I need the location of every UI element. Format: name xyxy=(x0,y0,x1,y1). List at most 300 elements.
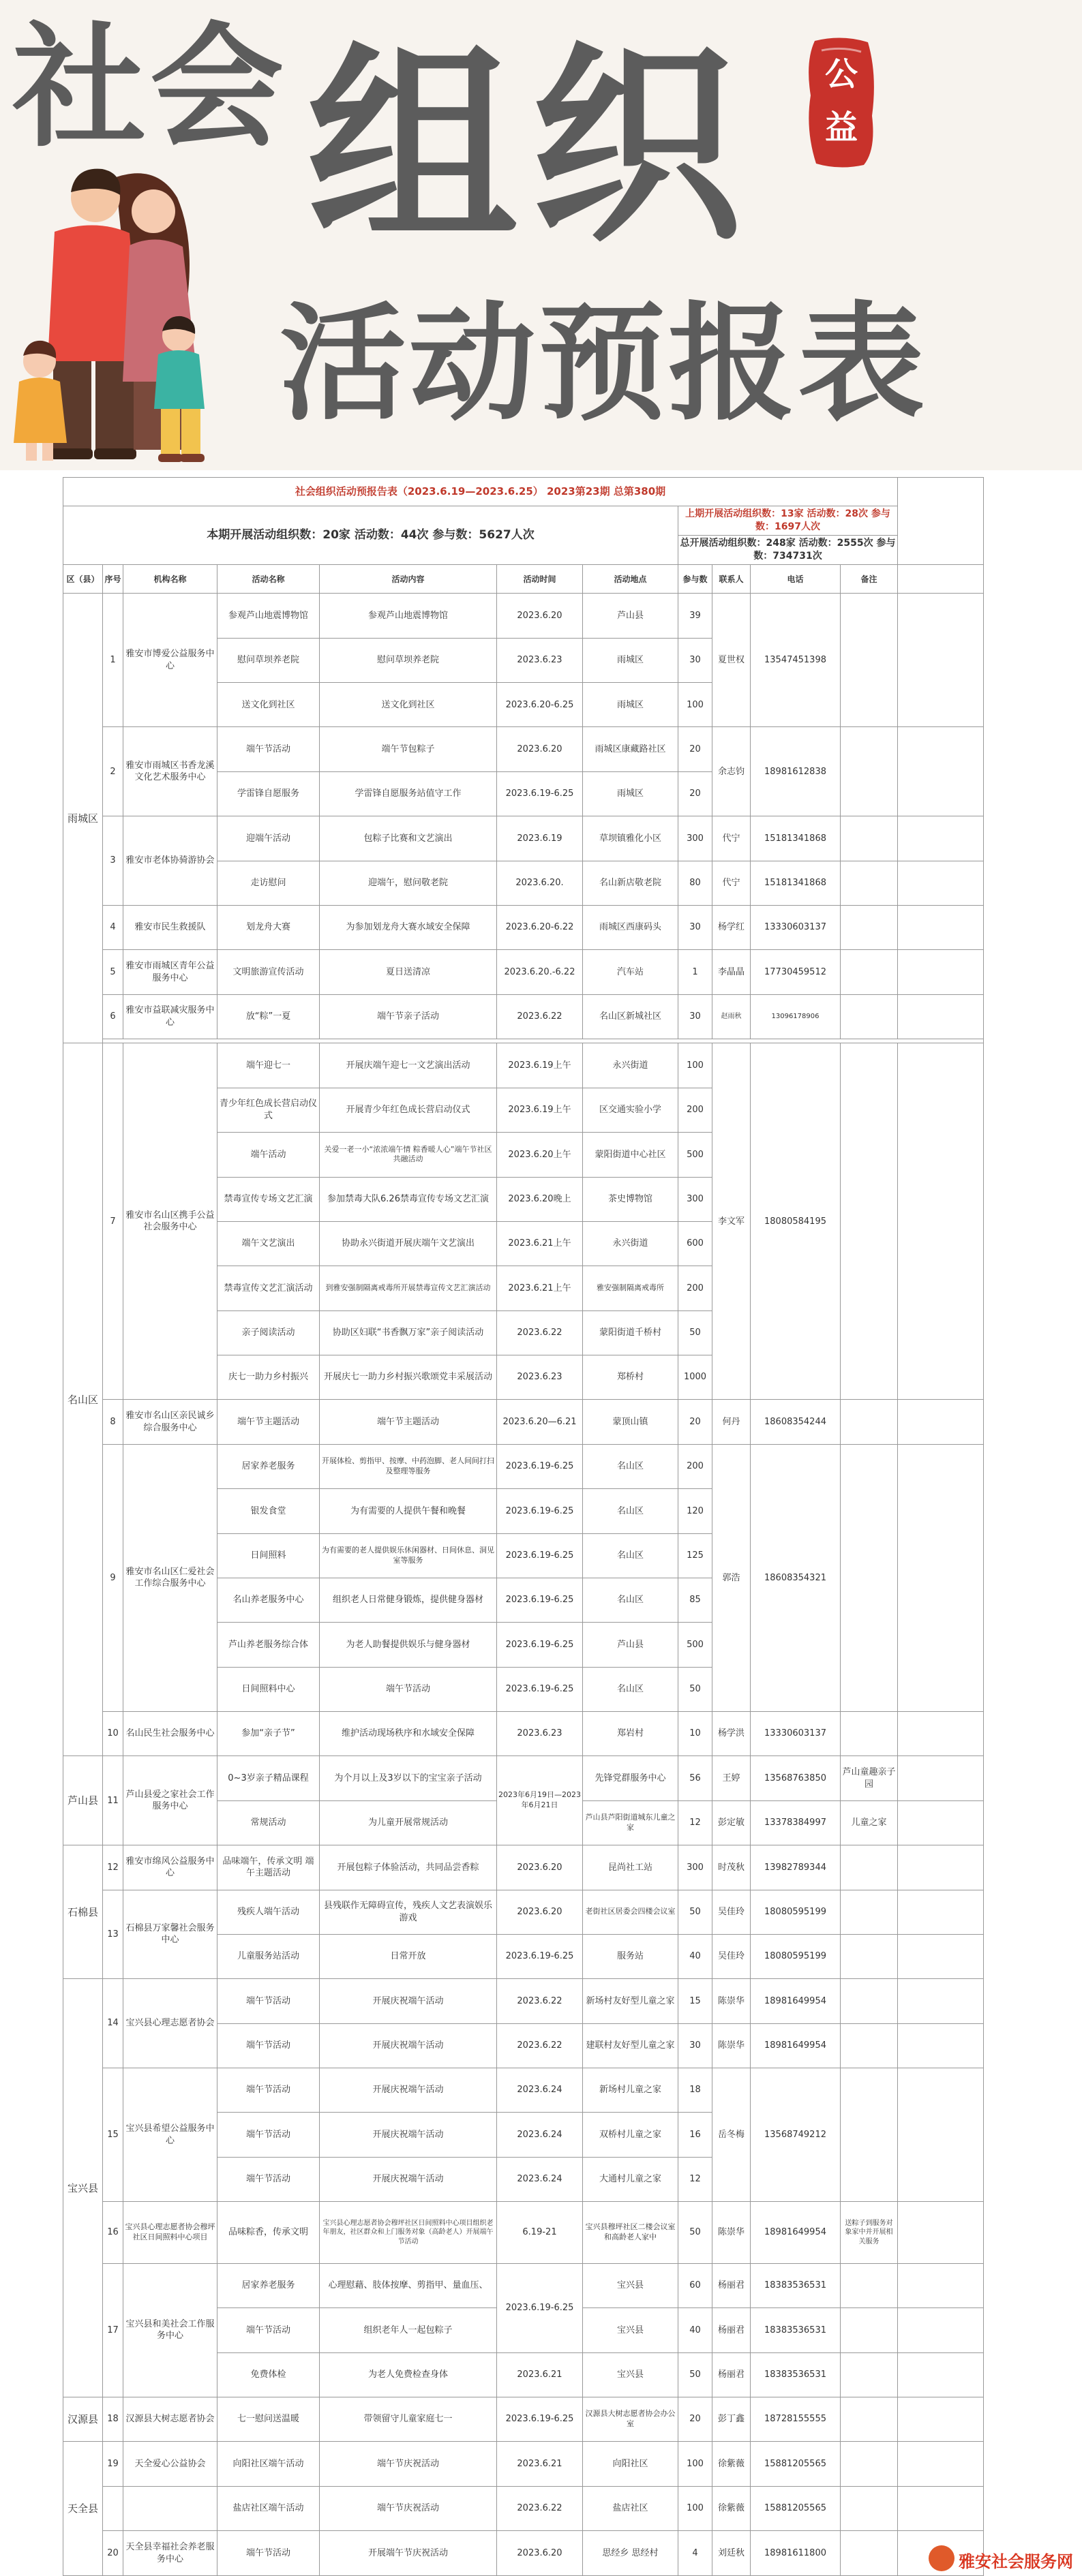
row-time: 2023.6.19-6.25 xyxy=(497,1934,583,1978)
row-count: 300 xyxy=(678,1845,712,1890)
row-content: 端午节主题活动 xyxy=(320,1400,497,1444)
row-content: 为老人助餐提供娱乐与健身器材 xyxy=(320,1623,497,1667)
row-note xyxy=(841,1444,898,1711)
row-org: 天全爱心公益协会 xyxy=(123,2442,217,2486)
row-margin xyxy=(898,2023,984,2068)
row-note xyxy=(841,2486,898,2530)
row-no: 18 xyxy=(103,2397,123,2441)
row-content: 参加禁毒大队6.26禁毒宣传专场文艺汇演 xyxy=(320,1177,497,1221)
row-name: 端午节活动 xyxy=(217,2157,320,2201)
row-phone: 18383536531 xyxy=(751,2352,841,2397)
row-content: 端午节庆祝活动 xyxy=(320,2442,497,2486)
row-content: 为老人免费检查身体 xyxy=(320,2352,497,2397)
table-margin-cell xyxy=(898,478,984,565)
row-content: 心理慰藉、肢体按摩、剪指甲、量血压、 xyxy=(320,2263,497,2307)
row-margin xyxy=(898,2202,984,2264)
row-time: 2023.6.19-6.25 xyxy=(497,1444,583,1488)
row-place: 蒙阳街道中心社区 xyxy=(583,1133,678,1177)
row-no: 13 xyxy=(103,1890,123,1979)
row-content: 为参加划龙舟大赛水域安全保障 xyxy=(320,905,497,949)
row-time: 2023.6.19-6.25 xyxy=(497,1623,583,1667)
row-name: 免费体检 xyxy=(217,2352,320,2397)
row-name: 儿童服务站活动 xyxy=(217,1934,320,1978)
row-contact: 吴佳玲 xyxy=(712,1934,751,1978)
row-count: 85 xyxy=(678,1578,712,1622)
row-org: 雅安市益联减灾服务中心 xyxy=(123,994,217,1039)
row-phone: 13378384997 xyxy=(751,1800,841,1845)
row-count: 50 xyxy=(678,2202,712,2264)
row-place: 名山区 xyxy=(583,1533,678,1578)
row-name: 端午节活动 xyxy=(217,727,320,771)
row-time: 2023.6.22 xyxy=(497,2486,583,2530)
row-phone: 17730459512 xyxy=(751,950,841,994)
row-no: 8 xyxy=(103,1400,123,1444)
row-note xyxy=(841,1934,898,1978)
row-count: 30 xyxy=(678,638,712,682)
row-content: 带领留守儿童家庭七一 xyxy=(320,2397,497,2441)
row-contact: 时茂秋 xyxy=(712,1845,751,1890)
row-note xyxy=(841,2352,898,2397)
row-margin xyxy=(898,994,984,1039)
col-count: 参与数 xyxy=(678,565,712,594)
row-phone: 13568763850 xyxy=(751,1756,841,1800)
row-count: 40 xyxy=(678,2308,712,2352)
table-row xyxy=(63,2397,984,2441)
row-content: 端午节亲子活动 xyxy=(320,994,497,1039)
row-margin xyxy=(898,905,984,949)
row-name: 居家养老服务 xyxy=(217,1444,320,1488)
row-count: 500 xyxy=(678,1623,712,1667)
row-place: 芦山县 xyxy=(583,594,678,638)
row-content: 慰问草坝养老院 xyxy=(320,638,497,682)
col-contact: 联系人 xyxy=(712,565,751,594)
row-margin xyxy=(898,1979,984,2023)
district-mingshan: 名山区 xyxy=(63,1043,103,1756)
row-no: 4 xyxy=(103,905,123,949)
row-time: 2023.6.20-6.22 xyxy=(497,905,583,949)
row-time: 2023.6.21上午 xyxy=(497,1266,583,1310)
row-content: 为个月以上及3岁以下的宝宝亲子活动 xyxy=(320,1756,497,1800)
row-place: 区交通实验小学 xyxy=(583,1088,678,1132)
row-note xyxy=(841,1712,898,1756)
row-contact: 郭浩 xyxy=(712,1444,751,1711)
row-note xyxy=(841,1845,898,1890)
row-time: 2023.6.20 xyxy=(497,1890,583,1934)
row-no: 20 xyxy=(103,2531,123,2576)
row-org: 宝兴县心理志愿者协会穆坪社区日间照料中心项目 xyxy=(123,2202,217,2264)
table-row xyxy=(63,1979,984,2023)
row-content: 开展庆七一助力乡村振兴歌颂党丰采展活动 xyxy=(320,1355,497,1400)
row-name: 端午节活动 xyxy=(217,2531,320,2576)
col-phone: 电话 xyxy=(751,565,841,594)
table-row xyxy=(63,1712,984,1756)
row-count: 18 xyxy=(678,2068,712,2113)
row-margin xyxy=(898,2397,984,2441)
row-phone: 18728155555 xyxy=(751,2397,841,2441)
row-name: 端午节活动 xyxy=(217,2308,320,2352)
row-place: 名山区 xyxy=(583,1578,678,1622)
row-note xyxy=(841,816,898,861)
col-note: 备注 xyxy=(841,565,898,594)
row-count: 300 xyxy=(678,816,712,861)
row-count: 80 xyxy=(678,861,712,905)
row-count: 30 xyxy=(678,905,712,949)
title-line-3: 活动预报表 xyxy=(280,288,928,438)
row-name: 端午节主题活动 xyxy=(217,1400,320,1444)
col-org: 机构名称 xyxy=(123,565,217,594)
row-margin xyxy=(898,950,984,994)
row-time: 2023.6.19上午 xyxy=(497,1088,583,1132)
row-note xyxy=(841,1043,898,1400)
district-lushan: 芦山县 xyxy=(63,1756,103,1845)
row-org: 雅安市民生救援队 xyxy=(123,905,217,949)
row-note: 送粽子到服务对象家中并开展相关服务 xyxy=(841,2202,898,2264)
row-name: 端午迎七一 xyxy=(217,1043,320,1088)
row-content: 开展体检、剪指甲、按摩、中药泡脚、老人间间打扫及整理等服务 xyxy=(320,1444,497,1488)
row-margin xyxy=(898,861,984,905)
row-content: 组织老年人一起包粽子 xyxy=(320,2308,497,2352)
row-name: 迎端午活动 xyxy=(217,816,320,861)
row-margin xyxy=(898,1890,984,1934)
row-time: 2023.6.24 xyxy=(497,2157,583,2201)
row-time: 2023.6.19-6.25 xyxy=(497,1533,583,1578)
row-name: 亲子阅读活动 xyxy=(217,1310,320,1355)
row-place: 蒙阳街道千桥村 xyxy=(583,1310,678,1355)
row-content: 日常开放 xyxy=(320,1934,497,1978)
table-title-row xyxy=(63,478,984,506)
row-content: 为有需要的人提供午餐和晚餐 xyxy=(320,1489,497,1533)
row-no: 7 xyxy=(103,1043,123,1400)
family-illustration xyxy=(0,157,245,470)
row-phone: 18608354321 xyxy=(751,1444,841,1711)
seal-text-top: 公 xyxy=(824,55,858,93)
row-count: 12 xyxy=(678,1800,712,1845)
row-count: 12 xyxy=(678,2157,712,2201)
row-content: 参观芦山地震博物馆 xyxy=(320,594,497,638)
row-count: 1 xyxy=(678,950,712,994)
row-phone: 18981612838 xyxy=(751,727,841,816)
row-content: 迎端午，慰问敬老院 xyxy=(320,861,497,905)
row-count: 20 xyxy=(678,727,712,771)
row-count: 16 xyxy=(678,2113,712,2157)
row-count: 30 xyxy=(678,2023,712,2068)
table-row xyxy=(63,1890,984,1934)
row-place: 雨城区 xyxy=(583,638,678,682)
row-note xyxy=(841,2263,898,2307)
row-org: 石棉县万家馨社会服务中心 xyxy=(123,1890,217,1979)
table-row xyxy=(63,2486,984,2530)
row-contact: 刘廷秋 xyxy=(712,2531,751,2576)
row-note xyxy=(841,2308,898,2352)
row-content: 端午节活动 xyxy=(320,1667,497,1711)
row-place: 雨城区康藏路社区 xyxy=(583,727,678,771)
site-logo-icon xyxy=(929,2545,955,2571)
row-count: 100 xyxy=(678,1043,712,1088)
row-margin xyxy=(898,1800,984,1845)
row-count: 200 xyxy=(678,1266,712,1310)
row-phone: 15881205565 xyxy=(751,2442,841,2486)
row-contact: 李晶晶 xyxy=(712,950,751,994)
row-count: 56 xyxy=(678,1756,712,1800)
row-contact: 李文军 xyxy=(712,1043,751,1400)
row-phone: 18981649954 xyxy=(751,2202,841,2264)
table-row xyxy=(63,594,984,638)
row-place: 汉源县大树志愿者协会办公室 xyxy=(583,2397,678,2441)
row-contact: 彭丁鑫 xyxy=(712,2397,751,2441)
row-org: 雅安市老体协骑游协会 xyxy=(123,816,217,906)
row-time: 2023.6.23 xyxy=(497,638,583,682)
row-time: 2023.6.22 xyxy=(497,1310,583,1355)
row-count: 200 xyxy=(678,1444,712,1488)
row-phone: 13547451398 xyxy=(751,594,841,727)
row-place: 芦山县 xyxy=(583,1623,678,1667)
row-place: 汽车站 xyxy=(583,950,678,994)
row-name: 参加“亲子节” xyxy=(217,1712,320,1756)
row-count: 50 xyxy=(678,1667,712,1711)
row-place: 新场村儿童之家 xyxy=(583,2068,678,2113)
row-time: 2023.6.24 xyxy=(497,2113,583,2157)
row-place: 永兴街道 xyxy=(583,1043,678,1088)
summary-total: 总开展活动组织数：248家 活动数：2555次 参与数：734731次 xyxy=(678,536,898,565)
row-contact: 代宁 xyxy=(712,861,751,905)
row-place: 名山区新城社区 xyxy=(583,994,678,1039)
district-yucheng: 雨城区 xyxy=(63,594,103,1043)
row-note xyxy=(841,994,898,1039)
row-place: 茶史博物馆 xyxy=(583,1177,678,1221)
row-org xyxy=(123,2486,217,2530)
table-row xyxy=(63,905,984,949)
row-place: 草坝镇雅化小区 xyxy=(583,816,678,861)
row-phone: 18080595199 xyxy=(751,1890,841,1934)
row-note xyxy=(841,2023,898,2068)
row-margin xyxy=(898,2442,984,2486)
row-time: 2023.6.20. xyxy=(497,861,583,905)
row-time: 2023.6.19-6.25 xyxy=(497,1667,583,1711)
table-title: 社会组织活动预报告表（2023.6.19—2023.6.25） 2023第23期 总第380期 xyxy=(63,478,898,506)
row-name: 居家养老服务 xyxy=(217,2263,320,2307)
header-banner xyxy=(0,0,1082,470)
row-margin xyxy=(898,1043,984,1400)
row-phone: 15881205565 xyxy=(751,2486,841,2530)
row-content: 关爱一老一小“浓浓端午情 粽香暖人心”端午节社区共融活动 xyxy=(320,1133,497,1177)
row-count: 20 xyxy=(678,771,712,816)
row-margin xyxy=(898,2352,984,2397)
row-place: 盐店社区 xyxy=(583,2486,678,2530)
row-no: 5 xyxy=(103,950,123,994)
row-time: 2023年6月19日—2023年6月21日 xyxy=(497,1756,583,1845)
row-margin xyxy=(898,1444,984,1711)
row-no: 11 xyxy=(103,1756,123,1845)
row-phone: 13330603137 xyxy=(751,905,841,949)
row-time: 2023.6.20.-6.22 xyxy=(497,950,583,994)
table-row xyxy=(63,1845,984,1890)
row-contact: 杨学洪 xyxy=(712,1712,751,1756)
row-time: 2023.6.19-6.25 xyxy=(497,771,583,816)
summary-row-1 xyxy=(63,506,984,536)
row-no: 17 xyxy=(103,2263,123,2397)
row-place: 郑桥村 xyxy=(583,1355,678,1400)
row-count: 30 xyxy=(678,994,712,1039)
row-no: 19 xyxy=(103,2442,123,2486)
row-contact: 何丹 xyxy=(712,1400,751,1444)
row-count: 39 xyxy=(678,594,712,638)
row-time: 2023.6.19-6.25 xyxy=(497,2397,583,2441)
row-content: 开展庆祝端午活动 xyxy=(320,2113,497,2157)
row-phone: 18981649954 xyxy=(751,2023,841,2068)
row-phone: 18608354244 xyxy=(751,1400,841,1444)
row-time: 2023.6.19-6.25 xyxy=(497,2263,583,2352)
row-place: 名山区 xyxy=(583,1667,678,1711)
title-line-2: 组织 xyxy=(307,22,754,271)
row-time: 2023.6.21 xyxy=(497,2442,583,2486)
row-time: 2023.6.22 xyxy=(497,2023,583,2068)
row-contact: 陈崇华 xyxy=(712,2202,751,2264)
row-time: 2023.6.24 xyxy=(497,2068,583,2113)
row-name: 品味粽香，传承文明 xyxy=(217,2202,320,2264)
public-welfare-seal xyxy=(801,34,882,170)
row-count: 60 xyxy=(678,2263,712,2307)
row-no: 9 xyxy=(103,1444,123,1711)
col-time: 活动时间 xyxy=(497,565,583,594)
row-name: 日间照料 xyxy=(217,1533,320,1578)
row-content: 学雷锋自愿服务站值守工作 xyxy=(320,771,497,816)
table-row xyxy=(63,2202,984,2264)
row-content: 开展庆祝端午活动 xyxy=(320,2157,497,2201)
row-note xyxy=(841,2397,898,2441)
row-org: 名山民生社会服务中心 xyxy=(123,1712,217,1756)
row-note xyxy=(841,905,898,949)
row-phone: 18383536531 xyxy=(751,2308,841,2352)
row-time: 2023.6.22 xyxy=(497,1979,583,2023)
row-contact: 陈崇华 xyxy=(712,2023,751,2068)
row-contact: 徐紫薇 xyxy=(712,2486,751,2530)
table-row xyxy=(63,2531,984,2576)
row-note xyxy=(841,2531,898,2576)
row-content: 开展包粽子体验活动，共同品尝香粽 xyxy=(320,1845,497,1890)
row-margin xyxy=(898,1756,984,1800)
row-no: 12 xyxy=(103,1845,123,1890)
row-phone: 18080584195 xyxy=(751,1043,841,1400)
row-content: 端午节庆祝活动 xyxy=(320,2486,497,2530)
row-name: 品味端午，传承文明 端午主题活动 xyxy=(217,1845,320,1890)
row-content: 夏日送清凉 xyxy=(320,950,497,994)
row-note xyxy=(841,950,898,994)
row-contact: 岳冬梅 xyxy=(712,2068,751,2202)
row-no: 6 xyxy=(103,994,123,1039)
table-row xyxy=(63,2263,984,2307)
row-count: 1000 xyxy=(678,1355,712,1400)
row-name: 禁毒宣传文艺汇演活动 xyxy=(217,1266,320,1310)
row-margin xyxy=(898,1845,984,1890)
row-content: 开展庆端午迎七一文艺演出活动 xyxy=(320,1043,497,1088)
row-note xyxy=(841,594,898,727)
row-content: 协助区妇联“书香飘万家”亲子阅读活动 xyxy=(320,1310,497,1355)
row-phone: 15181341868 xyxy=(751,861,841,905)
row-time: 2023.6.20—6.21 xyxy=(497,1400,583,1444)
row-count: 4 xyxy=(678,2531,712,2576)
row-note xyxy=(841,2442,898,2486)
table-row xyxy=(63,950,984,994)
row-org: 雅安市名山区仁爱社会工作综合服务中心 xyxy=(123,1444,217,1711)
row-org: 宝兴县希望公益服务中心 xyxy=(123,2068,217,2202)
row-content: 宝兴县心理志愿者协会穆坪社区日间照料中心项目组织老年朋友，社区群众和上门服务对象（高龄老人）开展端午节活动 xyxy=(320,2202,497,2264)
row-place: 郑岩村 xyxy=(583,1712,678,1756)
row-phone: 13330603137 xyxy=(751,1712,841,1756)
row-name: 端午节活动 xyxy=(217,2023,320,2068)
row-place: 建联村友好型儿童之家 xyxy=(583,2023,678,2068)
row-name: 禁毒宣传专场文艺汇演 xyxy=(217,1177,320,1221)
row-name: 学雷锋自愿服务 xyxy=(217,771,320,816)
row-contact: 陈崇华 xyxy=(712,1979,751,2023)
row-count: 300 xyxy=(678,1177,712,1221)
row-place: 思经乡 思经村 xyxy=(583,2531,678,2576)
col-name: 活动名称 xyxy=(217,565,320,594)
row-margin xyxy=(898,2068,984,2202)
col-content: 活动内容 xyxy=(320,565,497,594)
row-place: 雨城区 xyxy=(583,683,678,727)
row-name: 端午节活动 xyxy=(217,1979,320,2023)
row-content: 开展庆祝端午活动 xyxy=(320,2068,497,2113)
row-no xyxy=(103,2486,123,2530)
row-count: 500 xyxy=(678,1133,712,1177)
summary-previous: 上期开展活动组织数：13家 活动数：28次 参与数：1697人次 xyxy=(678,506,898,536)
row-name: 端午活动 xyxy=(217,1133,320,1177)
row-name: 送文化到社区 xyxy=(217,683,320,727)
table-row xyxy=(63,727,984,771)
row-time: 2023.6.20上午 xyxy=(497,1133,583,1177)
row-name: 残疾人端午活动 xyxy=(217,1890,320,1934)
row-org: 宝兴县和美社会工作服务中心 xyxy=(123,2263,217,2397)
row-margin xyxy=(898,2308,984,2352)
row-org: 宝兴县心理志愿者协会 xyxy=(123,1979,217,2068)
row-name: 向阳社区端午活动 xyxy=(217,2442,320,2486)
row-contact: 杨丽君 xyxy=(712,2263,751,2307)
row-place: 大通村儿童之家 xyxy=(583,2157,678,2201)
row-note xyxy=(841,2068,898,2202)
row-org: 雅安市绵风公益服务中心 xyxy=(123,1845,217,1890)
row-time: 2023.6.20-6.25 xyxy=(497,683,583,727)
row-no: 1 xyxy=(103,594,123,727)
row-name: 七一慰问送温暖 xyxy=(217,2397,320,2441)
table-row xyxy=(63,2442,984,2486)
row-place: 名山区 xyxy=(583,1444,678,1488)
row-margin xyxy=(898,1400,984,1444)
row-place: 老街社区居委会四楼会议室 xyxy=(583,1890,678,1934)
row-name: 端午节活动 xyxy=(217,2068,320,2113)
row-name: 走访慰问 xyxy=(217,861,320,905)
row-phone: 13982789344 xyxy=(751,1845,841,1890)
district-tianquan: 天全县 xyxy=(63,2442,103,2576)
row-phone: 15181341868 xyxy=(751,816,841,861)
col-no: 序号 xyxy=(103,565,123,594)
row-time: 2023.6.21 xyxy=(497,2352,583,2397)
row-name: 0~3岁亲子精品课程 xyxy=(217,1756,320,1800)
row-contact: 代宁 xyxy=(712,816,751,861)
row-content: 开展庆祝端午活动 xyxy=(320,1979,497,2023)
row-name: 青少年红色成长营启动仪式 xyxy=(217,1088,320,1132)
row-content: 开展庆祝端午活动 xyxy=(320,2023,497,2068)
row-time: 2023.6.19 xyxy=(497,816,583,861)
row-org: 雅安市雨城区青年公益服务中心 xyxy=(123,950,217,994)
row-no: 16 xyxy=(103,2202,123,2264)
row-no: 2 xyxy=(103,727,123,816)
row-count: 20 xyxy=(678,2397,712,2441)
row-name: 日间照料中心 xyxy=(217,1667,320,1711)
row-name: 银发食堂 xyxy=(217,1489,320,1533)
row-no: 15 xyxy=(103,2068,123,2202)
row-content: 送文化到社区 xyxy=(320,683,497,727)
col-district: 区（县） xyxy=(63,565,103,594)
